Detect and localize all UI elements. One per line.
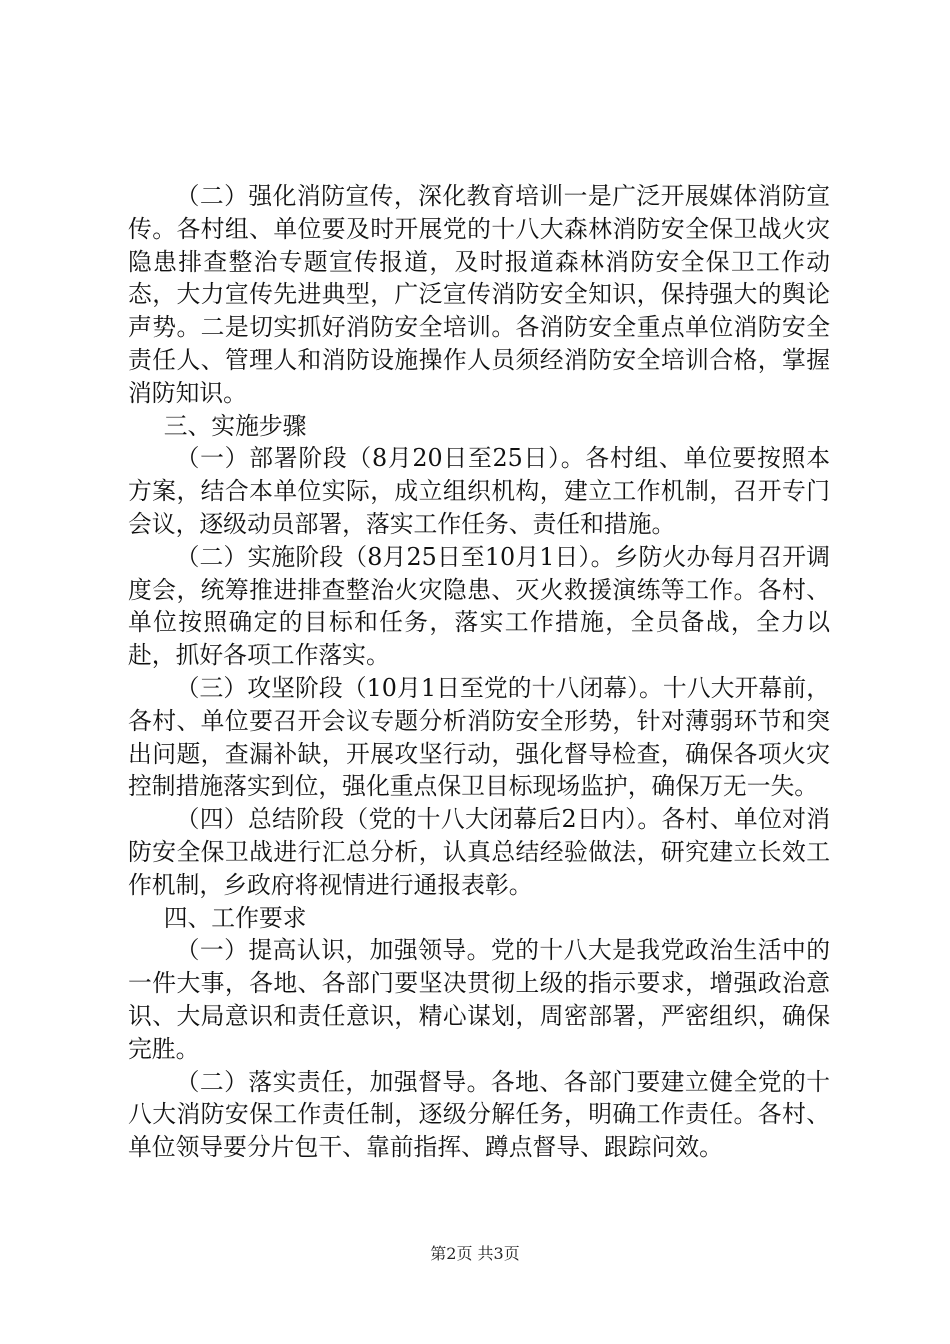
paragraph-deployment-stage: （一）部署阶段（8月20日至25日）。各村组、单位要按照本方案，结合本单位实际，成立组织机构，建立工作机制，召开专门会议，逐级动员部署，落实工作任务、责任和措施。 <box>128 444 830 538</box>
paragraph-critical-stage: （三）攻坚阶段（10月1日至党的十八闭幕）。十八大开幕前，各村、单位要召开会议专题分析消防安全形势，针对薄弱环节和突出问题，查漏补缺，开展攻坚行动，强化督导检查，确保各项火灾控制措施落实到位，强化重点保卫目标现场监护，确保万无一失。 <box>128 673 830 801</box>
section-heading-implementation-steps: 三、实施步骤 <box>163 411 307 440</box>
section-heading-work-requirements: 四、工作要求 <box>163 903 307 932</box>
paragraph-propaganda-training: （二）强化消防宣传，深化教育培训一是广泛开展媒体消防宣传。各村组、单位要及时开展党的十八大森林消防安全保卫战火灾隐患排查整治专题宣传报道，及时报道森林消防安全保卫工作动态，大力宣传先进典型，广泛宣传消防安全知识，保持强大的舆论声势。二是切实抓好消防安全培训。各消防安全重点单位消防安全责任人、管理人和消防设施操作人员须经消防安全培训合格，掌握消防知识。 <box>128 182 830 407</box>
paragraph-raise-awareness: （一）提高认识，加强领导。党的十八大是我党政治生活中的一件大事，各地、各部门要坚决贯彻上级的指示要求，增强政治意识、大局意识和责任意识，精心谋划，周密部署，严密组织，确保完胜。 <box>128 936 830 1063</box>
paragraph-implementation-stage: （二）实施阶段（8月25日至10月1日）。乡防火办每月召开调度会，统筹推进排查整治火灾隐患、灭火救援演练等工作。各村、单位按照确定的目标和任务，落实工作措施，全员备战，全力以赴，抓好各项工作落实。 <box>128 542 830 670</box>
paragraph-summary-stage: （四）总结阶段（党的十八大闭幕后2日内）。各村、单位对消防安全保卫战进行汇总分析，认真总结经验做法，研究建立长效工作机制，乡政府将视情进行通报表彰。 <box>128 805 830 899</box>
paragraph-implement-responsibility: （二）落实责任，加强督导。各地、各部门要建立健全党的十八大消防安保工作责任制，逐级分解任务，明确工作责任。各村、单位领导要分片包干、靠前指挥、蹲点督导、跟踪问效。 <box>128 1067 830 1162</box>
document-body <box>128 180 830 1164</box>
page-number-footer: 第2页 共3页 <box>430 1244 520 1263</box>
